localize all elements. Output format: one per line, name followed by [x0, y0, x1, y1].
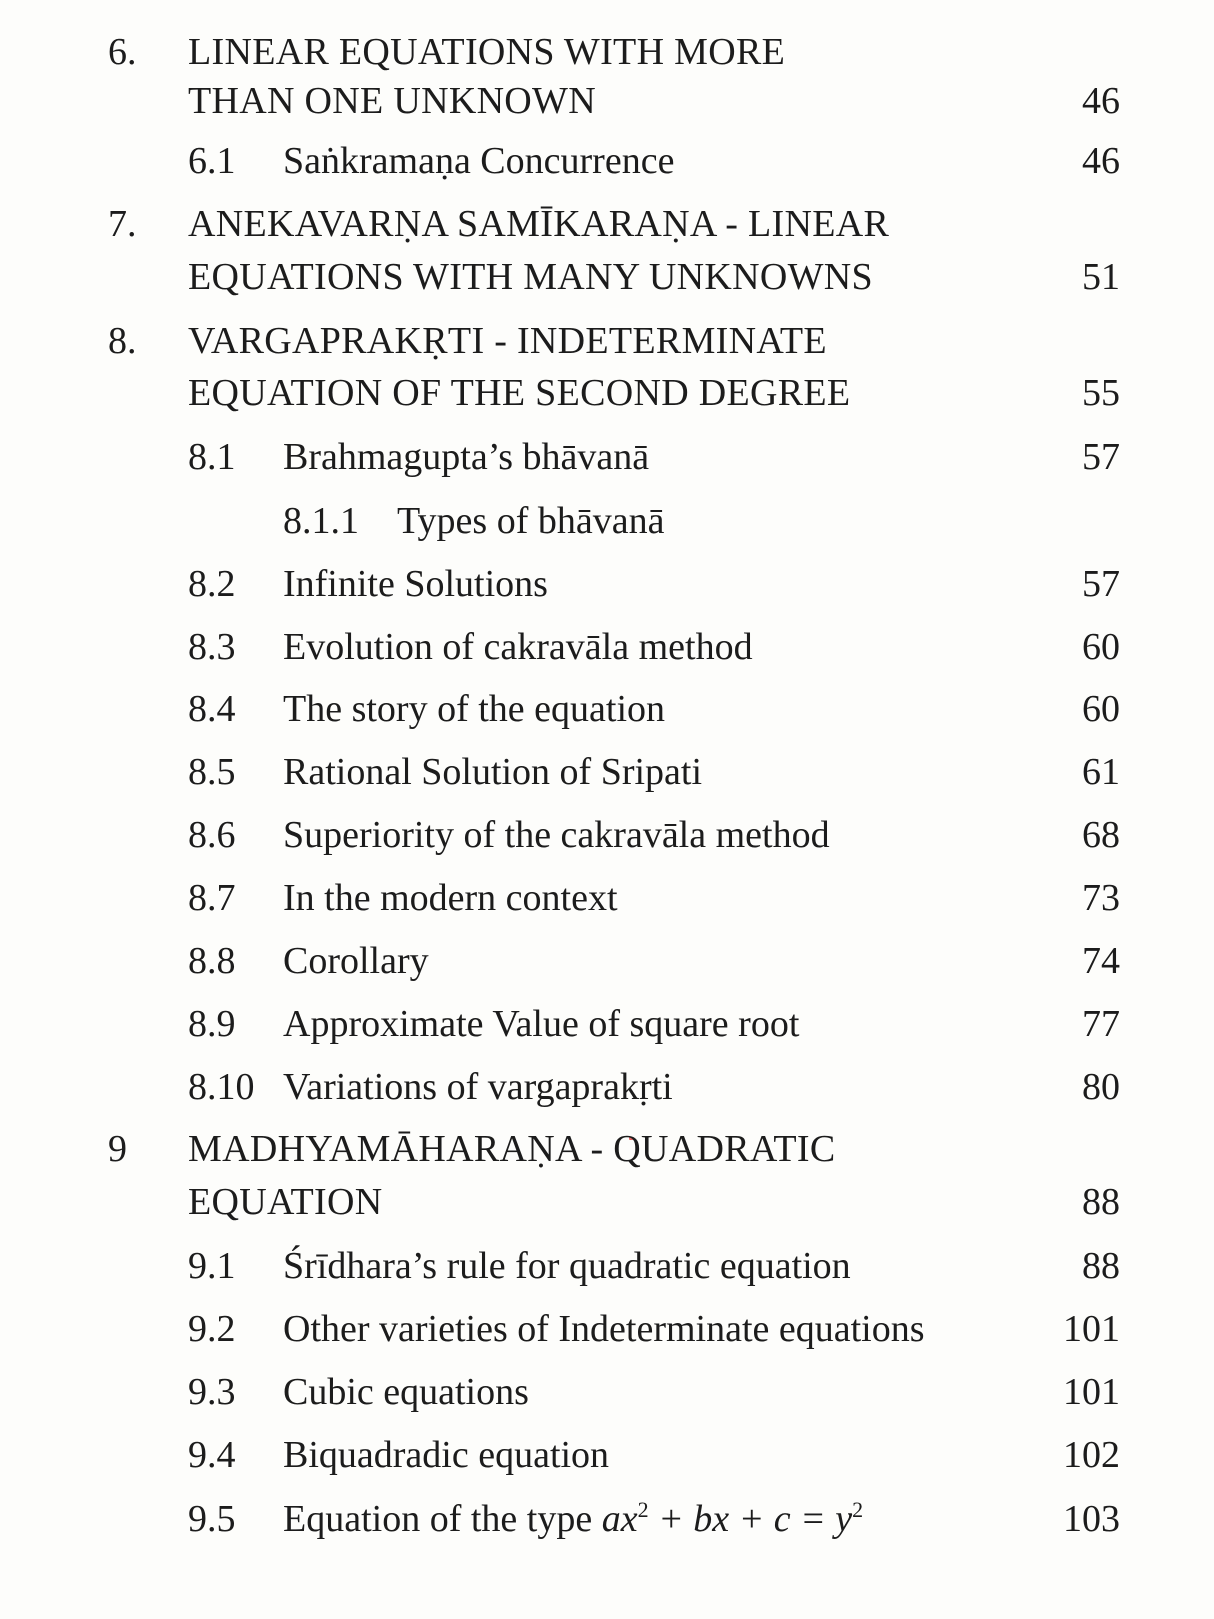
section-number: 8.9 [188, 1003, 236, 1045]
page-number: 101 [1063, 1371, 1120, 1413]
page-number: 46 [1082, 80, 1120, 122]
formula-term-a: ax [601, 1498, 638, 1540]
section-number: 8.1 [188, 436, 236, 478]
section-title [283, 1497, 864, 1540]
section-number: 8.7 [188, 877, 236, 919]
section-title: Infinite Solutions [283, 563, 548, 605]
formula-exponent-2: 2 [852, 1497, 864, 1522]
section-title: Saṅkramaṇa Concurrence [283, 140, 675, 182]
section-number: 9.2 [188, 1308, 236, 1350]
page-number: 60 [1082, 688, 1120, 730]
page-number: 55 [1082, 372, 1120, 414]
chapter-number: 7. [108, 203, 137, 245]
chapter-title-line-2: EQUATIONS WITH MANY UNKNOWNS [188, 256, 873, 298]
page-number: 60 [1082, 626, 1120, 668]
section-title: The story of the equation [283, 688, 666, 730]
section-title: Śrīdhara’s rule for quadratic equation [283, 1245, 851, 1287]
section-number: 8.4 [188, 688, 236, 730]
chapter-title-line-2: EQUATION OF THE SECOND DEGREE [188, 372, 851, 414]
section-number: 6.1 [188, 140, 236, 182]
chapter-title-line-1: MADHYAMĀHARAṆA - QUADRATIC [188, 1128, 836, 1170]
section-number: 8.10 [188, 1066, 255, 1108]
page-number: 88 [1082, 1181, 1120, 1223]
page-number: 57 [1082, 563, 1120, 605]
section-title: Variations of vargaprakṛti [283, 1066, 673, 1108]
section-number: 9.5 [188, 1498, 236, 1540]
section-number: 8.5 [188, 751, 236, 793]
section-title: Biquadradic equation [283, 1434, 610, 1476]
chapter-title-line-2: EQUATION [188, 1181, 383, 1223]
section-title: Evolution of cakravāla method [283, 626, 753, 668]
page-number: 80 [1082, 1066, 1120, 1108]
section-title: Superiority of the cakravāla method [283, 814, 830, 856]
chapter-number: 6. [108, 31, 137, 73]
section-title: Brahmagupta’s bhāvanā [283, 436, 650, 478]
chapter-title-line-1: ANEKAVARṆA SAMĪKARAṆA - LINEAR [188, 203, 890, 245]
section-number: 8.2 [188, 563, 236, 605]
section-title: Approximate Value of square root [283, 1003, 800, 1045]
page-number: 51 [1082, 256, 1120, 298]
page-number: 68 [1082, 814, 1120, 856]
section-number: 8.6 [188, 814, 236, 856]
page-number: 88 [1082, 1245, 1120, 1287]
chapter-title-line-2: THAN ONE UNKNOWN [188, 80, 596, 122]
section-number: 8.8 [188, 940, 236, 982]
chapter-title-line-1: VARGAPRAKṚTI - INDETERMINATE [188, 320, 827, 362]
subsection-title: Types of bhāvanā [397, 500, 665, 542]
page-number: 57 [1082, 436, 1120, 478]
page-number: 102 [1063, 1434, 1120, 1476]
formula-term-b: + bx + c = y [648, 1498, 853, 1540]
section-title: Rational Solution of Sripati [283, 751, 703, 793]
section-number: 9.1 [188, 1245, 236, 1287]
page-number: 74 [1082, 940, 1120, 982]
page-number: 77 [1082, 1003, 1120, 1045]
page-number: 46 [1082, 140, 1120, 182]
page-number: 61 [1082, 751, 1120, 793]
section-number: 9.3 [188, 1371, 236, 1413]
formula-exponent-1: 2 [637, 1497, 649, 1522]
section-number: 9.4 [188, 1434, 236, 1476]
section-title: In the modern context [283, 877, 618, 919]
page-number: 73 [1082, 877, 1120, 919]
section-title-text: Equation of the type [283, 1498, 602, 1540]
page-number: 101 [1063, 1308, 1120, 1350]
chapter-number: 8. [108, 320, 137, 362]
section-number: 8.3 [188, 626, 236, 668]
subsection-number: 8.1.1 [283, 500, 359, 542]
section-title: Other varieties of Indeterminate equations [283, 1308, 925, 1350]
section-title: Cubic equations [283, 1371, 529, 1413]
section-title: Corollary [283, 940, 429, 982]
page-number: 103 [1063, 1498, 1120, 1540]
chapter-title-line-1: LINEAR EQUATIONS WITH MORE [188, 31, 786, 73]
chapter-number: 9 [108, 1128, 127, 1170]
